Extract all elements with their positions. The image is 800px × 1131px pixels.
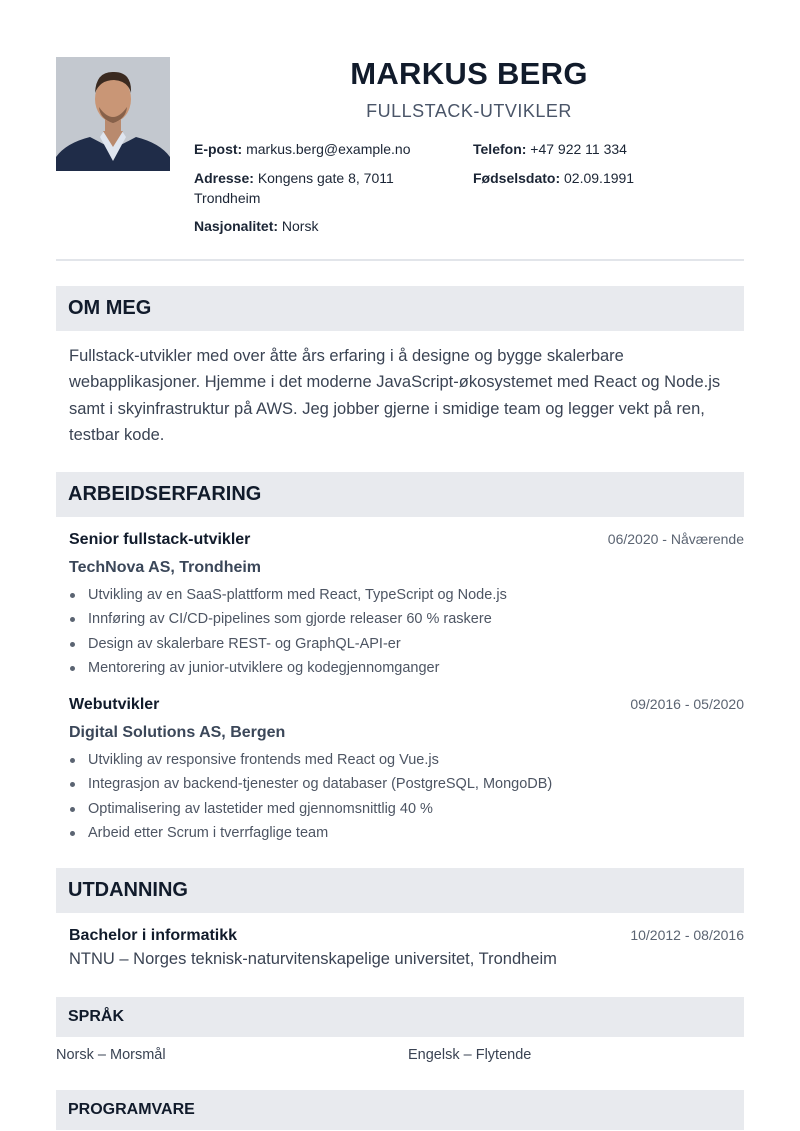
section-heading-about: OM MEG <box>56 286 744 331</box>
profile-photo <box>56 57 170 171</box>
address-label: Adresse: <box>194 170 254 186</box>
portrait-image <box>56 57 170 171</box>
contact-birthdate <box>473 168 634 188</box>
job-1-dates: 06/2020 - Nåværende <box>607 531 744 547</box>
nationality-value: Norsk <box>281 218 319 234</box>
contact-nationality <box>194 216 318 236</box>
about-text: Fullstack-utvikler med over åtte års erfaring i å designe og bygge skalerbare webapplikasjoner. Hjemme i det moderne JavaScript-økosystemet med React og Node.js samt i skyinfrastruktur på AWS. Jeg jobber gjerne i smidige team og legger vekt på ren, testbar kode. <box>69 347 721 444</box>
list-item: Innføring av CI/CD-pipelines som gjorde releaser 60 % raskere <box>69 607 507 631</box>
education-school: NTNU – Norges teknisk-naturvitenskapelige universitet, Trondheim <box>69 950 557 968</box>
language-item-norwegian: Norsk – Morsmål <box>56 1047 166 1063</box>
address-line1: Kongens gate 8, 7011 <box>257 170 394 186</box>
language-item-english: Engelsk – Flytende <box>408 1047 532 1063</box>
job-2-title: Webutvikler <box>69 696 160 713</box>
job-2-bullets <box>69 748 552 845</box>
email-label: E-post: <box>194 141 243 157</box>
job-2-company: Digital Solutions AS, Bergen <box>69 724 286 741</box>
section-heading-languages: SPRÅK <box>56 997 744 1037</box>
contact-phone <box>473 139 627 159</box>
list-item: Utvikling av en SaaS-plattform med React, TypeScript og Node.js <box>69 583 507 607</box>
email-value: markus.berg@example.no <box>246 141 411 157</box>
nationality-label: Nasjonalitet: <box>194 218 279 234</box>
section-heading-software: PROGRAMVARE <box>56 1090 744 1130</box>
list-item: Optimalisering av lastetider med gjennomsnittlig 40 % <box>69 797 552 821</box>
header-divider <box>56 259 744 261</box>
list-item: Integrasjon av backend-tjenester og databaser (PostgreSQL, MongoDB) <box>69 772 552 796</box>
job-title-headline: FULLSTACK-UTVIKLER <box>366 101 572 121</box>
phone-value: +47 922 11 334 <box>530 141 627 157</box>
job-1-bullets <box>69 583 507 680</box>
list-item: Utvikling av responsive frontends med React og Vue.js <box>69 748 552 772</box>
list-item: Arbeid etter Scrum i tverrfaglige team <box>69 821 552 845</box>
contact-email <box>194 139 411 159</box>
education-dates: 10/2012 - 08/2016 <box>630 927 744 943</box>
list-item: Design av skalerbare REST- og GraphQL-API-er <box>69 632 507 656</box>
birthdate-value: 02.09.1991 <box>564 170 635 186</box>
phone-label: Telefon: <box>473 141 527 157</box>
section-heading-experience: ARBEIDSERFARING <box>56 472 744 517</box>
birthdate-label: Fødselsdato: <box>473 170 561 186</box>
job-2-dates: 09/2016 - 05/2020 <box>630 696 744 712</box>
education-degree: Bachelor i informatikk <box>69 927 238 944</box>
candidate-name: MARKUS BERG <box>350 56 588 91</box>
list-item: Mentorering av junior-utviklere og kodegjennomganger <box>69 656 507 680</box>
contact-address <box>194 168 434 208</box>
section-heading-education: UTDANNING <box>56 868 744 913</box>
job-1-company: TechNova AS, Trondheim <box>69 559 262 576</box>
job-1-title: Senior fullstack-utvikler <box>69 531 251 548</box>
address-line2: Trondheim <box>194 190 261 206</box>
